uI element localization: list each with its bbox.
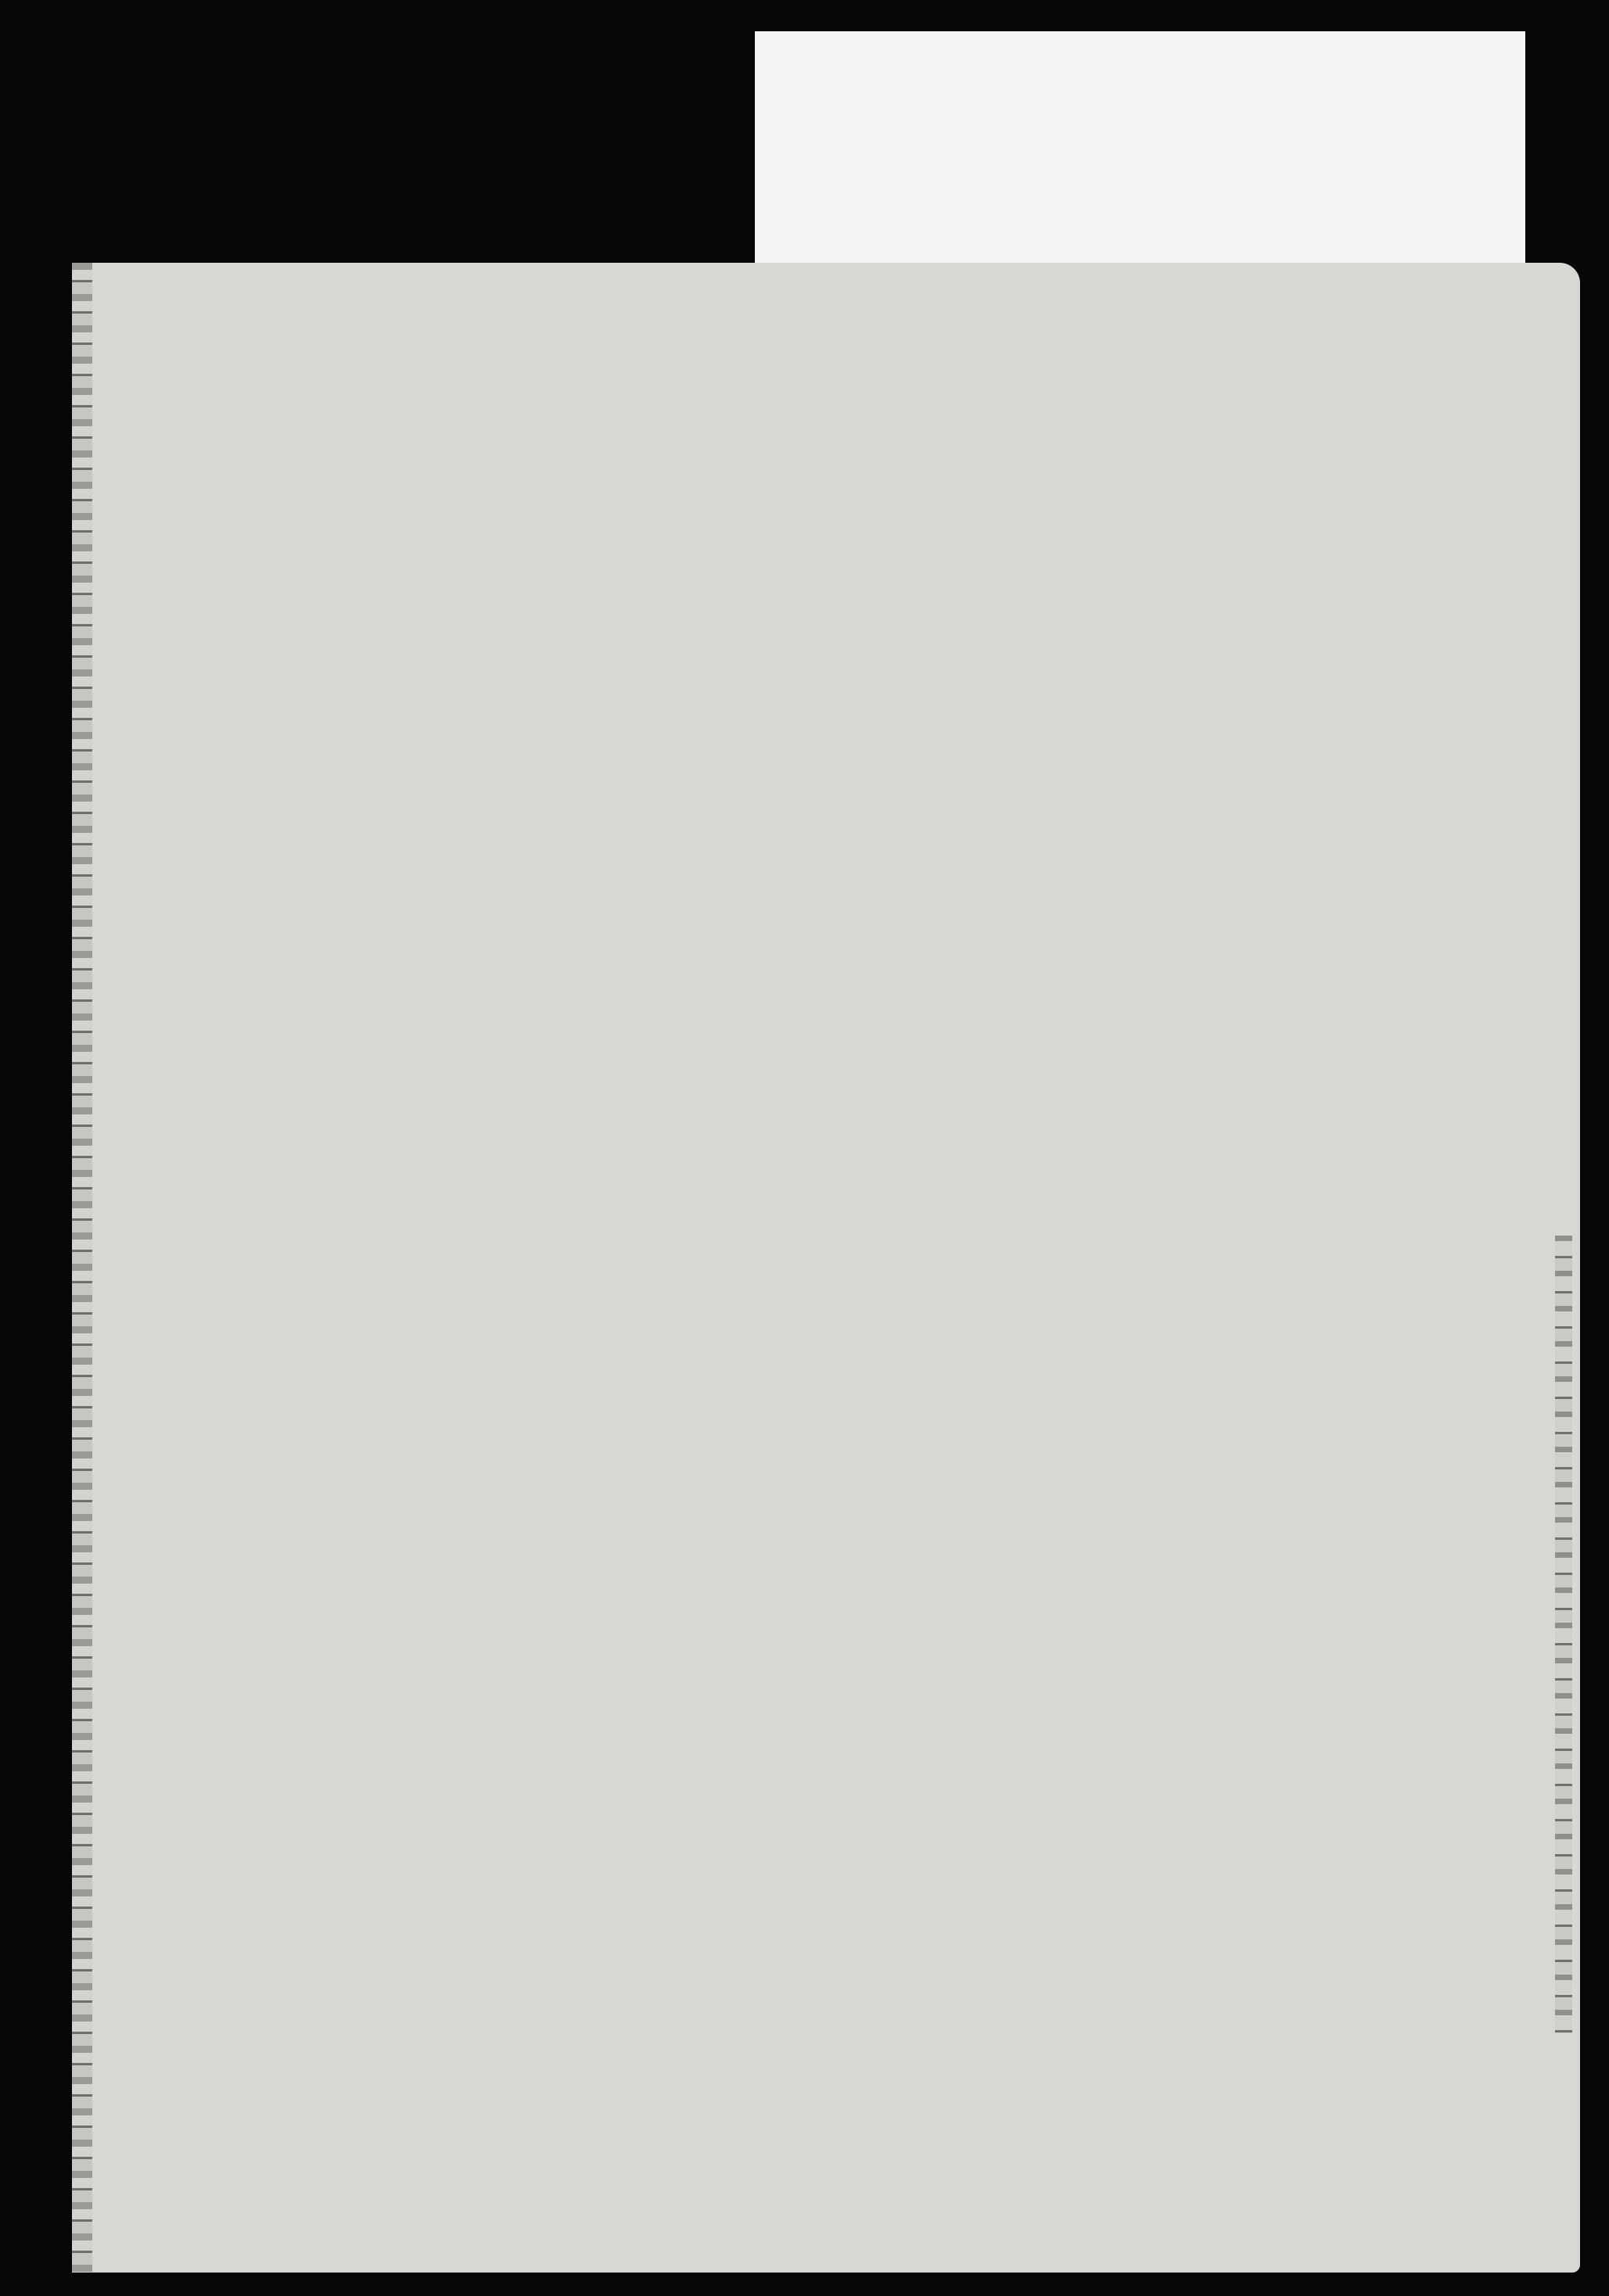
torn-page-edge-right — [1555, 1236, 1572, 2033]
soiled-document-label — [755, 31, 1525, 266]
torn-page-edge — [72, 263, 92, 2273]
register-page — [72, 263, 1580, 2273]
